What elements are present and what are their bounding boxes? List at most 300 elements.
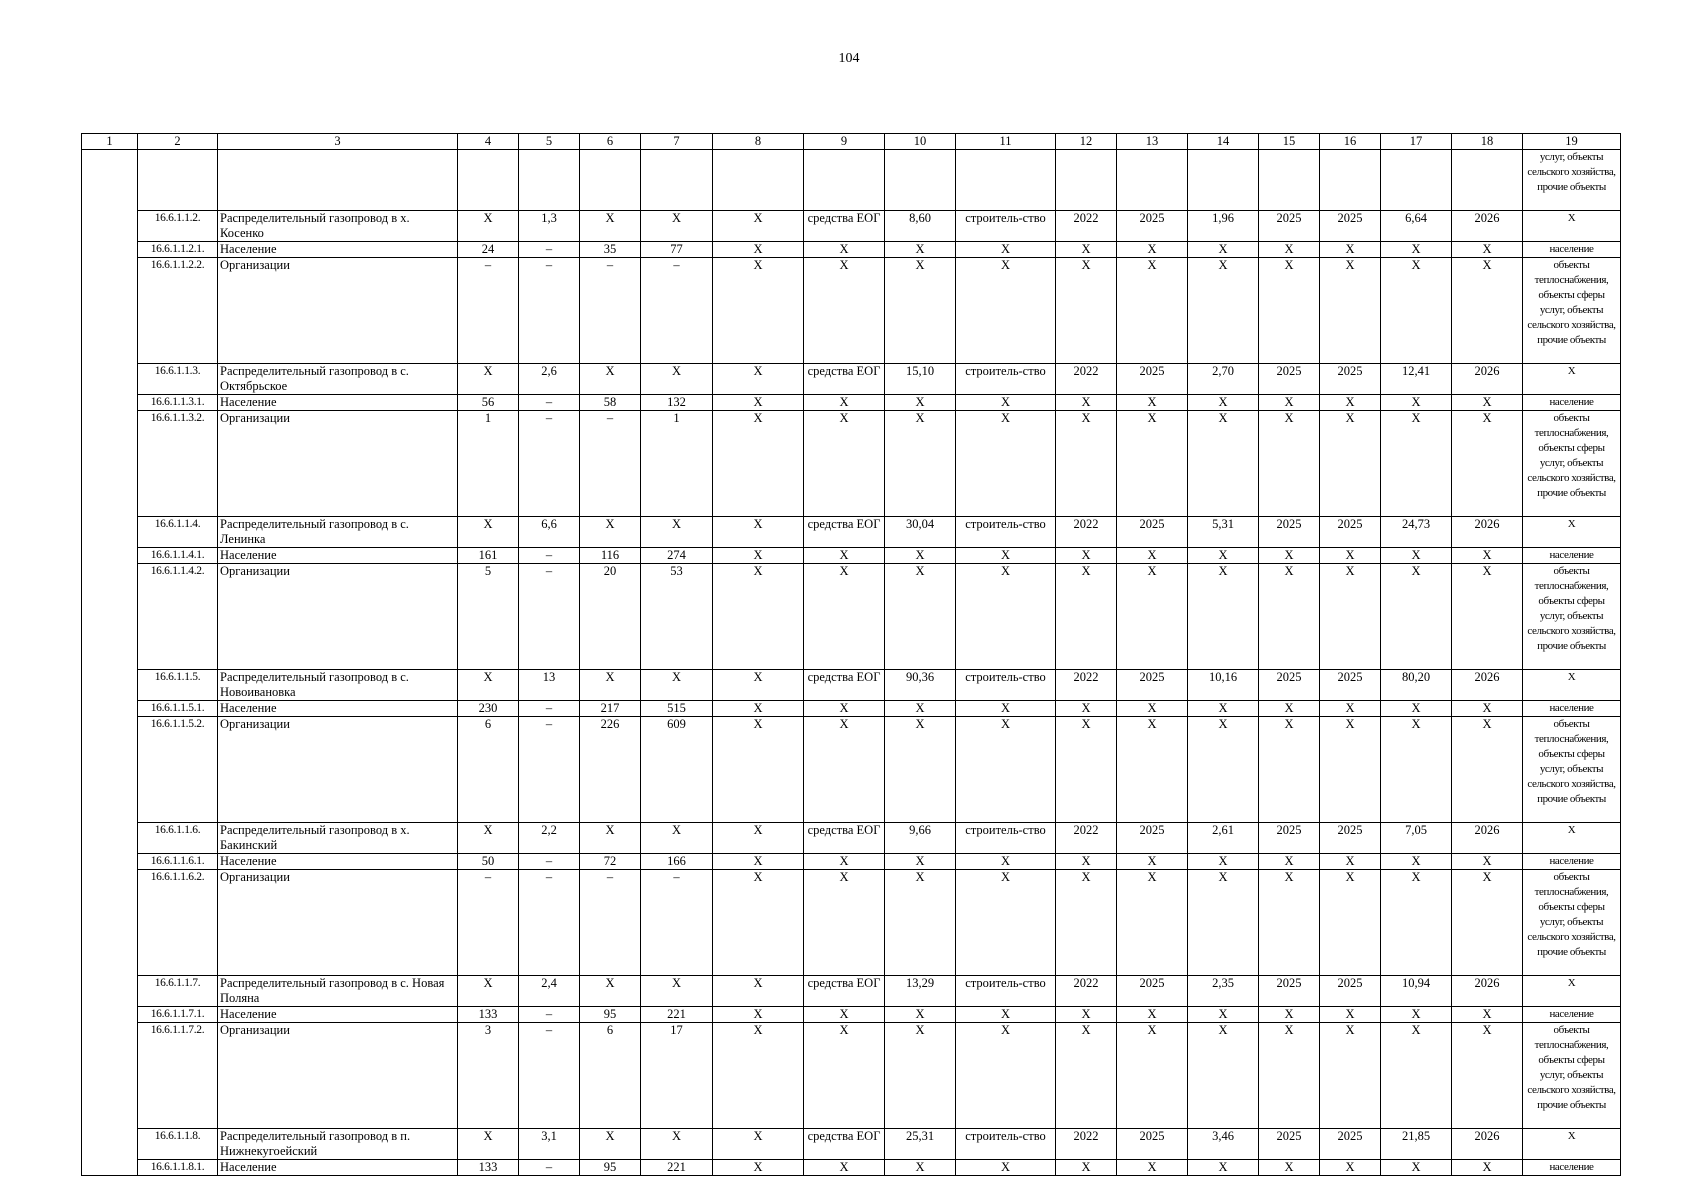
value-cell: средства ЕОГ — [804, 1129, 885, 1160]
code-cell: 16.6.1.1.2.2. — [138, 258, 218, 364]
value-cell: 161 — [458, 548, 519, 564]
value-cell: 515 — [641, 701, 713, 717]
value-cell: Х — [1188, 1160, 1259, 1176]
value-cell: Х — [1320, 854, 1381, 870]
value-cell: Х — [1117, 548, 1188, 564]
value-cell: Х — [458, 211, 519, 242]
value-cell: 2022 — [1056, 823, 1117, 854]
table-row-obj — [82, 517, 1621, 548]
value-cell: Х — [885, 717, 956, 823]
column-header-13: 13 — [1117, 134, 1188, 150]
value-cell: 56 — [458, 395, 519, 411]
value-cell: 2025 — [1259, 364, 1320, 395]
value-cell: Х — [956, 1160, 1056, 1176]
column-header-11: 11 — [956, 134, 1056, 150]
value-cell: Х — [1117, 258, 1188, 364]
table-row-pop — [82, 395, 1621, 411]
table-row-pop — [82, 1007, 1621, 1023]
value-cell: Х — [1056, 395, 1117, 411]
purpose-cell: население — [1523, 548, 1621, 564]
value-cell: Х — [1381, 870, 1452, 976]
value-cell: Х — [956, 1023, 1056, 1129]
purpose-cell: объекты теплоснабжения, объекты сферы услуг, объекты сельского хозяйства, прочие объекты — [1523, 1023, 1621, 1129]
name-cell: Население — [218, 854, 458, 870]
table-row-obj — [82, 976, 1621, 1007]
value-cell: Х — [1117, 870, 1188, 976]
column-header-14: 14 — [1188, 134, 1259, 150]
purpose-cell: население — [1523, 1007, 1621, 1023]
value-cell: Х — [1452, 1023, 1523, 1129]
value-cell: Х — [1452, 395, 1523, 411]
purpose-cell: Х — [1523, 211, 1621, 242]
value-cell: Х — [956, 1007, 1056, 1023]
name-cell: Население — [218, 548, 458, 564]
value-cell: 2026 — [1452, 976, 1523, 1007]
value-cell: 226 — [580, 717, 641, 823]
value-cell: 166 — [641, 854, 713, 870]
value-cell: 2025 — [1117, 364, 1188, 395]
value-cell: 6,6 — [519, 517, 580, 548]
purpose-cell: объекты теплоснабжения, объекты сферы услуг, объекты сельского хозяйства, прочие объекты — [1523, 717, 1621, 823]
code-cell: 16.6.1.1.6.2. — [138, 870, 218, 976]
value-cell: Х — [1259, 1160, 1320, 1176]
value-cell: Х — [1056, 411, 1117, 517]
value-cell: Х — [458, 1129, 519, 1160]
value-cell: Х — [1452, 717, 1523, 823]
value-cell: Х — [713, 670, 804, 701]
value-cell: 2025 — [1117, 670, 1188, 701]
value-cell: Х — [641, 1129, 713, 1160]
name-cell: Организации — [218, 258, 458, 364]
purpose-cell: Х — [1523, 517, 1621, 548]
value-cell: Х — [580, 364, 641, 395]
value-cell: Х — [1452, 258, 1523, 364]
value-cell: Х — [956, 242, 1056, 258]
value-cell: Х — [1452, 854, 1523, 870]
value-cell: 80,20 — [1381, 670, 1452, 701]
name-cell: Организации — [218, 411, 458, 517]
value-cell: – — [458, 258, 519, 364]
value-cell: Х — [804, 1007, 885, 1023]
value-cell: Х — [1188, 870, 1259, 976]
page-number: 104 — [838, 51, 860, 66]
code-cell: 16.6.1.1.5.2. — [138, 717, 218, 823]
value-cell: 10,16 — [1188, 670, 1259, 701]
name-cell: Распределительный газопровод в х. Косенко — [218, 211, 458, 242]
value-cell: Х — [1259, 717, 1320, 823]
value-cell: Х — [1188, 701, 1259, 717]
table-row-obj — [82, 211, 1621, 242]
purpose-cell: объекты теплоснабжения, объекты сферы услуг, объекты сельского хозяйства, прочие объекты — [1523, 258, 1621, 364]
value-cell: Х — [1381, 717, 1452, 823]
code-cell: 16.6.1.1.4. — [138, 517, 218, 548]
empty-cell — [1320, 150, 1381, 211]
value-cell: Х — [885, 870, 956, 976]
value-cell: Х — [804, 395, 885, 411]
value-cell: – — [519, 717, 580, 823]
value-cell: Х — [1259, 548, 1320, 564]
code-cell: 16.6.1.1.2.1. — [138, 242, 218, 258]
value-cell: Х — [804, 854, 885, 870]
code-cell: 16.6.1.1.4.2. — [138, 564, 218, 670]
value-cell: Х — [713, 411, 804, 517]
name-cell: Распределительный газопровод в с. Ленинка — [218, 517, 458, 548]
value-cell: 2025 — [1259, 976, 1320, 1007]
table-row-org — [82, 717, 1621, 823]
value-cell: 24 — [458, 242, 519, 258]
purpose-cell: Х — [1523, 823, 1621, 854]
value-cell: Х — [1056, 1160, 1117, 1176]
value-cell: Х — [1259, 701, 1320, 717]
name-cell: Распределительный газопровод в с. Новоивановка — [218, 670, 458, 701]
value-cell: 2,61 — [1188, 823, 1259, 854]
value-cell: Х — [804, 411, 885, 517]
value-cell: 2025 — [1259, 670, 1320, 701]
code-cell: 16.6.1.1.7.2. — [138, 1023, 218, 1129]
value-cell: Х — [1259, 395, 1320, 411]
value-cell: 609 — [641, 717, 713, 823]
value-cell: строитель-ство — [956, 517, 1056, 548]
table-row-pop — [82, 854, 1621, 870]
value-cell: 2026 — [1452, 364, 1523, 395]
column-header-18: 18 — [1452, 134, 1523, 150]
value-cell: Х — [1117, 1023, 1188, 1129]
empty-cell — [218, 150, 458, 211]
code-cell: 16.6.1.1.7.1. — [138, 1007, 218, 1023]
value-cell: Х — [1381, 395, 1452, 411]
empty-cell — [1381, 150, 1452, 211]
column-header-17: 17 — [1381, 134, 1452, 150]
value-cell: 95 — [580, 1007, 641, 1023]
column-header-5: 5 — [519, 134, 580, 150]
value-cell: 10,94 — [1381, 976, 1452, 1007]
code-cell: 16.6.1.1.6. — [138, 823, 218, 854]
value-cell: 2025 — [1320, 670, 1381, 701]
value-cell: Х — [1056, 564, 1117, 670]
value-cell: 13,29 — [885, 976, 956, 1007]
column-header-2: 2 — [138, 134, 218, 150]
code-cell: 16.6.1.1.5.1. — [138, 701, 218, 717]
column-header-6: 6 — [580, 134, 641, 150]
value-cell: – — [580, 870, 641, 976]
value-cell: – — [519, 395, 580, 411]
value-cell: Х — [956, 701, 1056, 717]
value-cell: – — [641, 870, 713, 976]
value-cell: Х — [1117, 395, 1188, 411]
code-cell: 16.6.1.1.3.1. — [138, 395, 218, 411]
value-cell: Х — [580, 823, 641, 854]
value-cell: 2025 — [1117, 1129, 1188, 1160]
value-cell: Х — [641, 517, 713, 548]
value-cell: Х — [713, 395, 804, 411]
value-cell: Х — [1188, 411, 1259, 517]
value-cell: 5 — [458, 564, 519, 670]
value-cell: Х — [1381, 1007, 1452, 1023]
value-cell: Х — [1452, 1160, 1523, 1176]
value-cell: 2026 — [1452, 823, 1523, 854]
empty-cell — [713, 150, 804, 211]
value-cell: Х — [885, 411, 956, 517]
value-cell: строитель-ство — [956, 823, 1056, 854]
value-cell: 2,70 — [1188, 364, 1259, 395]
value-cell: Х — [1320, 548, 1381, 564]
value-cell: 2026 — [1452, 517, 1523, 548]
value-cell: Х — [1188, 1007, 1259, 1023]
column-header-3: 3 — [218, 134, 458, 150]
value-cell: 2026 — [1452, 670, 1523, 701]
value-cell: Х — [1259, 1007, 1320, 1023]
value-cell: Х — [713, 717, 804, 823]
value-cell: средства ЕОГ — [804, 823, 885, 854]
value-cell: 77 — [641, 242, 713, 258]
value-cell: Х — [713, 564, 804, 670]
value-cell: 90,36 — [885, 670, 956, 701]
empty-cell — [138, 150, 218, 211]
column-header-19: 19 — [1523, 134, 1621, 150]
value-cell: 3,46 — [1188, 1129, 1259, 1160]
value-cell: Х — [713, 211, 804, 242]
value-cell: Х — [713, 1129, 804, 1160]
value-cell: 17 — [641, 1023, 713, 1129]
value-cell: Х — [885, 564, 956, 670]
value-cell: Х — [1320, 870, 1381, 976]
value-cell: Х — [804, 1160, 885, 1176]
table-row-org — [82, 1023, 1621, 1129]
value-cell: Х — [641, 976, 713, 1007]
value-cell: Х — [1320, 411, 1381, 517]
value-cell: – — [519, 1160, 580, 1176]
table-row-continued — [82, 150, 1621, 211]
name-cell: Распределительный газопровод в с. Октябрьское — [218, 364, 458, 395]
code-cell: 16.6.1.1.6.1. — [138, 854, 218, 870]
table-body — [82, 150, 1621, 1176]
value-cell: 2025 — [1117, 211, 1188, 242]
code-cell: 16.6.1.1.7. — [138, 976, 218, 1007]
name-cell: Население — [218, 242, 458, 258]
value-cell: Х — [458, 823, 519, 854]
value-cell: строитель-ство — [956, 211, 1056, 242]
value-cell: Х — [804, 548, 885, 564]
value-cell: Х — [713, 258, 804, 364]
value-cell: Х — [956, 258, 1056, 364]
value-cell: Х — [458, 517, 519, 548]
value-cell: 30,04 — [885, 517, 956, 548]
value-cell: 221 — [641, 1007, 713, 1023]
value-cell: Х — [1056, 854, 1117, 870]
code-cell: 16.6.1.1.3.2. — [138, 411, 218, 517]
empty-cell — [956, 150, 1056, 211]
continued-note-cell: услуг, объекты сельского хозяйства, прочие объекты — [1523, 150, 1621, 211]
value-cell: 2022 — [1056, 517, 1117, 548]
name-cell: Распределительный газопровод в с. Новая Поляна — [218, 976, 458, 1007]
value-cell: 2025 — [1259, 1129, 1320, 1160]
value-cell: Х — [713, 854, 804, 870]
empty-cell — [804, 150, 885, 211]
value-cell: Х — [1452, 411, 1523, 517]
value-cell: 2022 — [1056, 364, 1117, 395]
purpose-cell: объекты теплоснабжения, объекты сферы услуг, объекты сельского хозяйства, прочие объекты — [1523, 411, 1621, 517]
value-cell: Х — [956, 548, 1056, 564]
value-cell: Х — [1259, 1023, 1320, 1129]
value-cell: Х — [1056, 1023, 1117, 1129]
purpose-cell: население — [1523, 395, 1621, 411]
value-cell: Х — [1320, 564, 1381, 670]
code-cell: 16.6.1.1.8.1. — [138, 1160, 218, 1176]
value-cell: Х — [713, 548, 804, 564]
value-cell: 72 — [580, 854, 641, 870]
value-cell: 20 — [580, 564, 641, 670]
column-header-4: 4 — [458, 134, 519, 150]
code-cell: 16.6.1.1.8. — [138, 1129, 218, 1160]
value-cell: Х — [1259, 411, 1320, 517]
name-cell: Население — [218, 395, 458, 411]
column-header-8: 8 — [713, 134, 804, 150]
value-cell: Х — [713, 701, 804, 717]
value-cell: 2022 — [1056, 976, 1117, 1007]
code-cell: 16.6.1.1.5. — [138, 670, 218, 701]
value-cell: средства ЕОГ — [804, 211, 885, 242]
table-row-obj — [82, 364, 1621, 395]
value-cell: Х — [1056, 717, 1117, 823]
value-cell: средства ЕОГ — [804, 517, 885, 548]
value-cell: Х — [1381, 564, 1452, 670]
value-cell: 24,73 — [1381, 517, 1452, 548]
value-cell: Х — [1320, 258, 1381, 364]
value-cell: 2022 — [1056, 211, 1117, 242]
value-cell: Х — [1259, 854, 1320, 870]
value-cell: Х — [1259, 242, 1320, 258]
value-cell: 25,31 — [885, 1129, 956, 1160]
column-header-15: 15 — [1259, 134, 1320, 150]
value-cell: Х — [1452, 870, 1523, 976]
value-cell: Х — [1117, 854, 1188, 870]
value-cell: Х — [641, 211, 713, 242]
investment-table — [81, 133, 1621, 1176]
value-cell: 7,05 — [1381, 823, 1452, 854]
value-cell: Х — [1117, 242, 1188, 258]
value-cell: – — [519, 1007, 580, 1023]
value-cell: 2026 — [1452, 1129, 1523, 1160]
value-cell: Х — [1381, 854, 1452, 870]
value-cell: – — [519, 701, 580, 717]
value-cell: – — [519, 548, 580, 564]
value-cell: Х — [1117, 717, 1188, 823]
table-row-obj — [82, 670, 1621, 701]
empty-cell — [641, 150, 713, 211]
value-cell: 2025 — [1117, 517, 1188, 548]
value-cell: Х — [1320, 242, 1381, 258]
value-cell: 21,85 — [1381, 1129, 1452, 1160]
table-row-pop — [82, 701, 1621, 717]
table-row-pop — [82, 1160, 1621, 1176]
value-cell: – — [519, 1023, 580, 1129]
value-cell: 1,3 — [519, 211, 580, 242]
name-cell: Организации — [218, 564, 458, 670]
value-cell: Х — [1117, 701, 1188, 717]
value-cell: Х — [956, 870, 1056, 976]
value-cell: Х — [804, 242, 885, 258]
value-cell: Х — [580, 517, 641, 548]
value-cell: – — [458, 870, 519, 976]
value-cell: строитель-ство — [956, 670, 1056, 701]
empty-cell — [1188, 150, 1259, 211]
value-cell: 274 — [641, 548, 713, 564]
column-number-header-row — [82, 134, 1621, 150]
value-cell: Х — [713, 976, 804, 1007]
value-cell: Х — [713, 1160, 804, 1176]
value-cell: 50 — [458, 854, 519, 870]
value-cell: 3 — [458, 1023, 519, 1129]
column-header-12: 12 — [1056, 134, 1117, 150]
value-cell: Х — [458, 976, 519, 1007]
value-cell: строитель-ство — [956, 364, 1056, 395]
value-cell: Х — [641, 823, 713, 854]
value-cell: Х — [713, 870, 804, 976]
value-cell: Х — [1188, 242, 1259, 258]
column-1-merged-cell — [82, 150, 138, 1176]
value-cell: Х — [1381, 258, 1452, 364]
value-cell: Х — [1056, 870, 1117, 976]
value-cell: 13 — [519, 670, 580, 701]
value-cell: – — [519, 870, 580, 976]
empty-cell — [580, 150, 641, 211]
value-cell: Х — [1117, 411, 1188, 517]
purpose-cell: Х — [1523, 364, 1621, 395]
value-cell: Х — [956, 395, 1056, 411]
name-cell: Население — [218, 1007, 458, 1023]
value-cell: 2025 — [1259, 211, 1320, 242]
value-cell: 53 — [641, 564, 713, 670]
value-cell: – — [580, 258, 641, 364]
value-cell: 2025 — [1320, 517, 1381, 548]
value-cell: 133 — [458, 1160, 519, 1176]
value-cell: Х — [1188, 395, 1259, 411]
value-cell: 2022 — [1056, 670, 1117, 701]
value-cell: Х — [1259, 870, 1320, 976]
table-row-obj — [82, 1129, 1621, 1160]
value-cell: Х — [1117, 1007, 1188, 1023]
value-cell: Х — [804, 701, 885, 717]
value-cell: Х — [1320, 701, 1381, 717]
value-cell: Х — [956, 717, 1056, 823]
value-cell: 2,4 — [519, 976, 580, 1007]
value-cell: Х — [1452, 564, 1523, 670]
name-cell: Распределительный газопровод в х. Бакинский — [218, 823, 458, 854]
code-cell: 16.6.1.1.3. — [138, 364, 218, 395]
value-cell: Х — [1056, 548, 1117, 564]
value-cell: Х — [885, 701, 956, 717]
value-cell: Х — [1117, 564, 1188, 670]
value-cell: Х — [1188, 548, 1259, 564]
value-cell: – — [519, 854, 580, 870]
table-row-org — [82, 870, 1621, 976]
value-cell: 2025 — [1320, 211, 1381, 242]
value-cell: Х — [641, 670, 713, 701]
value-cell: Х — [1259, 564, 1320, 670]
value-cell: Х — [1381, 1160, 1452, 1176]
value-cell: Х — [1056, 701, 1117, 717]
value-cell: 116 — [580, 548, 641, 564]
value-cell: строитель-ство — [956, 1129, 1056, 1160]
value-cell: 132 — [641, 395, 713, 411]
value-cell: 12,41 — [1381, 364, 1452, 395]
value-cell: – — [580, 411, 641, 517]
table-row-obj — [82, 823, 1621, 854]
value-cell: 95 — [580, 1160, 641, 1176]
name-cell: Население — [218, 701, 458, 717]
value-cell: Х — [713, 517, 804, 548]
value-cell: Х — [885, 1160, 956, 1176]
